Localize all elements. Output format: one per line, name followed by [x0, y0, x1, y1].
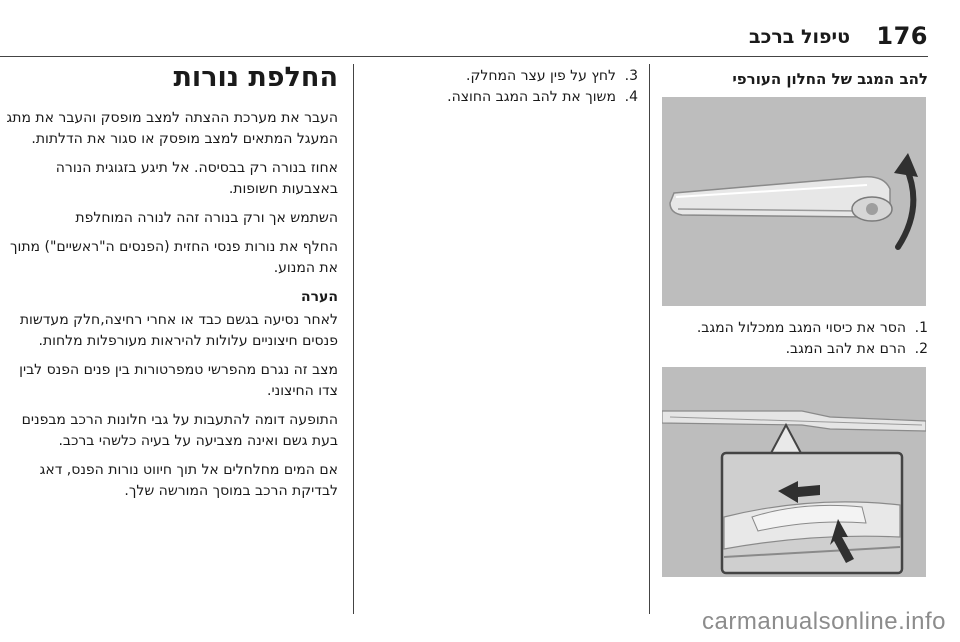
- step-text: הסר את כיסוי המגב ממכלול המגב.: [696, 320, 906, 336]
- paragraph: השתמש אך ורק בנורה זהה לנורה המוחלפת: [75, 210, 338, 226]
- column-divider: [353, 64, 354, 614]
- watermark: carmanualsonline.info: [702, 608, 946, 635]
- step-number: 2.: [914, 341, 928, 357]
- section-heading-bulb-replacement: החלפת נורות: [173, 62, 338, 93]
- bulb-replacement-body: [0, 108, 338, 510]
- list-item: [658, 318, 928, 339]
- note-paragraph: לאחר נסיעה בגשם כבד או אחרי רחיצה,חלק מעדשות פנסים חיצוניים עלולות להיראות מעורפלות מלחות.: [19, 312, 338, 349]
- paragraph: אחוז בנורה רק בבסיסה. אל תיגע בזגוגית הנורה באצבעות חשופות.: [55, 160, 338, 197]
- step-number: 4.: [624, 89, 638, 105]
- page-number: 176: [876, 22, 928, 50]
- step-number: 1.: [914, 320, 928, 336]
- section-heading-rear-wiper-blade: להב המגב של החלון העורפי: [732, 70, 928, 88]
- wiper-blade-removal-illustration: [662, 367, 926, 577]
- paragraph: החלף את נורות פנסי החזית (הפנסים ה"ראשיים") מתוך את המנוע.: [9, 239, 338, 276]
- steps-list-1-2: [658, 318, 928, 360]
- step-text: משוך את להב המגב החוצה.: [447, 89, 616, 105]
- note-body: [0, 310, 338, 502]
- running-title: טיפול ברכב: [748, 26, 850, 48]
- note-paragraph: אם המים מחלחלים אל תוך חיווט נורות הפנס, דאג לבדיקת הרכב במוסך המורשה שלך.: [39, 462, 338, 499]
- steps-list-3-4: [358, 66, 638, 108]
- column-divider: [649, 64, 650, 614]
- header-divider: [0, 56, 928, 57]
- step-text: לחץ על פין עצר המחלק.: [466, 68, 616, 84]
- step-text: הרם את להב המגב.: [785, 341, 906, 357]
- list-item: [358, 66, 638, 87]
- step-number: 3.: [624, 68, 638, 84]
- wiper-arm-lift-illustration: [662, 97, 926, 306]
- list-item: [658, 339, 928, 360]
- note-paragraph: מצב זה נגרם מהפרשי טמפרטורות בין פנים הפנס לבין צדו החיצוני.: [19, 362, 338, 399]
- list-item: [358, 87, 638, 108]
- note-label: הערה: [301, 289, 338, 305]
- note-paragraph: התופעה דומה להתעבות על גבי חלונות הרכב מבפנים בעת גשם ואינה מצביעה על בעיה כלשהי ברכב.: [21, 412, 338, 449]
- paragraph: העבר את מערכת ההצתה למצב מופסק והעבר את מתג המעגל המתאים למצב מופסק או סגור את הדלתות.: [6, 110, 338, 147]
